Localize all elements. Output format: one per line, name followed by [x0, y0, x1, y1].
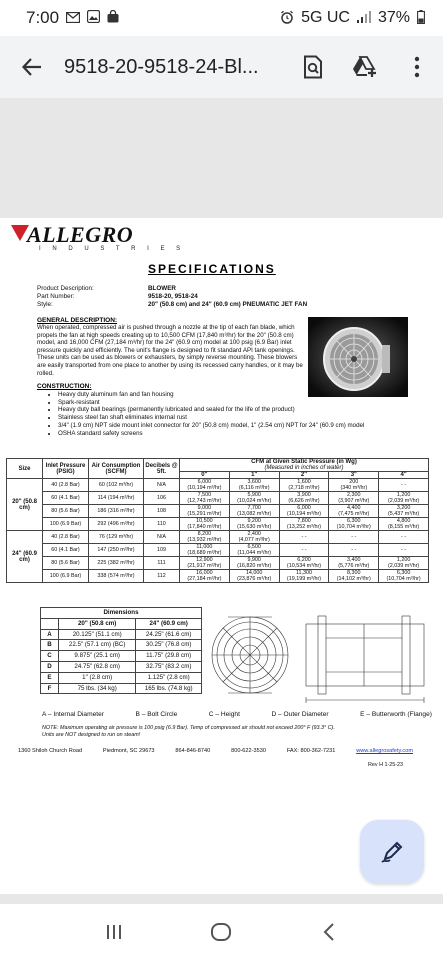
more-vert-icon: [414, 56, 420, 78]
cfm-metric: (2,718 m³/hr): [288, 485, 320, 491]
status-bar: [0, 0, 443, 36]
header-col-0: 0": [180, 472, 230, 479]
cfm-value: - -: [401, 547, 407, 553]
dimensions-table: [40, 607, 202, 694]
table-row: [7, 570, 429, 583]
cfm-cell: [279, 505, 329, 518]
note-line: Units are NOT designed to run on steam!: [42, 731, 141, 738]
cfm-value: 1,200: [396, 557, 411, 563]
cfm-metric: (10,534 m³/hr): [286, 563, 322, 569]
air-cell: 186 (316 m³/hr): [89, 505, 144, 518]
chevron-left-icon: [322, 922, 336, 942]
dim-value-20: 9.875" (25.1 cm): [59, 651, 136, 662]
cfm-value: - -: [401, 482, 407, 488]
cfm-metric: (3,907 m³/hr): [338, 498, 370, 504]
dim-value-20: 1" (2.8 cm): [59, 672, 136, 683]
cfm-value: 6,000: [197, 479, 212, 485]
cfm-value: - -: [301, 534, 307, 540]
spec-heading: SPECIFICATIONS: [148, 262, 276, 276]
cfm-value: 10,500: [196, 518, 213, 524]
cfm-cell: [379, 505, 429, 518]
cfm-cell: [279, 570, 329, 583]
header-cfm: [180, 459, 429, 472]
cfm-cell: [229, 570, 279, 583]
cfm-cell: [180, 479, 230, 492]
legend-item: E – Butterworth (Flange): [360, 711, 432, 718]
header-cfm-title: CFM at Given Static Pressure (in Wg): [251, 459, 357, 465]
dim-value-24: 165 lbs. (74.8 kg): [136, 683, 202, 694]
battery-percent: 37%: [377, 9, 410, 26]
footer-address: 1360 Shiloh Church Road: [18, 748, 83, 754]
air-cell: 76 (129 m³/hr): [89, 531, 144, 544]
cfm-cell: [329, 518, 379, 531]
cfm-cell: [329, 479, 379, 492]
recents-icon: [105, 923, 123, 941]
app-toolbar: [0, 36, 443, 98]
cfm-cell: [379, 531, 429, 544]
header-col-1: 1": [229, 472, 279, 479]
dimension-legend: [42, 711, 432, 718]
more-options-button[interactable]: [391, 36, 443, 98]
dim-value-24: 1.125" (2.8 cm): [136, 672, 202, 683]
table-row: [7, 518, 429, 531]
construction-heading: CONSTRUCTION:: [37, 383, 92, 390]
cfm-value: 6,300: [347, 518, 361, 524]
cfm-value: 7,700: [247, 505, 261, 511]
size-cell: 20" (50.8 cm): [7, 479, 43, 531]
cfm-metric: (13,252 m³/hr): [286, 524, 322, 530]
inlet-cell: 60 (4.1 Bar): [43, 492, 89, 505]
cfm-metric: (23,876 m³/hr): [237, 576, 272, 582]
shopping-bag-icon: [107, 10, 119, 26]
cfm-cell: [180, 557, 230, 570]
cfm-metric: (16,820 m³/hr): [237, 563, 272, 569]
cfm-metric: (4,077 m³/hr): [238, 537, 270, 543]
cfm-metric: (2,039 m³/hr): [388, 498, 420, 504]
decibel-cell: 109: [144, 544, 180, 557]
cfm-value: 3,900: [297, 492, 311, 498]
cfm-cell: [379, 518, 429, 531]
cfm-value: 6,200: [297, 557, 311, 563]
cfm-cell: [229, 492, 279, 505]
cfm-metric: (13,082 m³/hr): [237, 511, 272, 517]
air-cell: 225 (382 m³/hr): [89, 557, 144, 570]
cfm-metric: (12,743 m³/hr): [187, 498, 222, 504]
product-meta: [37, 285, 307, 309]
header-decibels: Decibels @ 5ft.: [144, 459, 180, 479]
cfm-metric: (14,102 m³/hr): [336, 576, 371, 582]
cfm-value: 8,300: [347, 570, 361, 576]
home-button[interactable]: [201, 912, 241, 952]
cfm-value: 9,900: [247, 557, 261, 563]
legend-item: B – Bolt Circle: [135, 711, 178, 718]
air-cell: 147 (250 m³/hr): [89, 544, 144, 557]
cfm-metric: (6,116 m³/hr): [238, 485, 270, 491]
table-row: [7, 492, 429, 505]
general-description-heading: GENERAL DESCRIPTION:: [37, 317, 118, 324]
decibel-cell: 108: [144, 505, 180, 518]
meta-value: 20" (50.8 cm) and 24" (60.9 cm) PNEUMATIC JET FAN: [148, 301, 308, 308]
dim-letter: A: [41, 629, 59, 640]
cfm-value: 3,200: [396, 505, 411, 511]
cfm-metric: (17,840 m³/hr): [187, 524, 222, 530]
meta-label: Style:: [37, 301, 53, 308]
footer-fax: FAX: 800-362-7231: [286, 748, 336, 754]
document-title: 9518-20-9518-24-Bl...: [64, 55, 259, 78]
dim-header-20: 20" (50.8 cm): [59, 618, 136, 629]
meta-value: BLOWER: [148, 285, 176, 292]
meta-label: Product Description:: [37, 285, 94, 292]
cfm-metric: (15,291 m³/hr): [187, 511, 222, 517]
cfm-cell: [180, 570, 230, 583]
fan-product-photo: [308, 317, 408, 397]
decibel-cell: N/A: [144, 479, 180, 492]
dim-letter: E: [41, 672, 59, 683]
cfm-cell: [180, 518, 230, 531]
dim-header-24: 24" (60.9 cm): [136, 618, 202, 629]
cfm-cell: [329, 544, 379, 557]
legend-item: A – Internal Diameter: [42, 711, 104, 718]
cfm-value: 9,000: [197, 505, 212, 511]
cfm-value: - -: [351, 534, 357, 540]
header-air: Air Consumption (SCFM): [89, 459, 144, 479]
cfm-value: 3,600: [247, 479, 261, 485]
size-cell: 24" (60.9 cm): [7, 531, 43, 583]
cfm-cell: [229, 505, 279, 518]
arrow-left-icon: [21, 56, 43, 78]
cfm-cell: [279, 557, 329, 570]
cfm-value: 16,000: [196, 570, 213, 576]
cfm-cell: [279, 479, 329, 492]
dimensions-title: Dimensions: [41, 608, 202, 619]
cfm-value: 5,900: [247, 492, 261, 498]
cfm-metric: (13,932 m³/hr): [187, 537, 222, 543]
network-label: 5G UC: [301, 9, 350, 26]
table-row: [7, 557, 429, 570]
dim-header-blank: [41, 618, 59, 629]
cfm-cell: [229, 557, 279, 570]
cfm-value: 1,600: [297, 479, 311, 485]
cfm-cell: [329, 557, 379, 570]
decibel-cell: 110: [144, 518, 180, 531]
cfm-value: 7,800: [297, 518, 311, 524]
inlet-cell: 80 (5.6 Bar): [43, 557, 89, 570]
inlet-cell: 40 (2.8 Bar): [43, 479, 89, 492]
cfm-metric: (7,475 m³/hr): [338, 511, 370, 517]
dim-letter: C: [41, 651, 59, 662]
cfm-cell: [379, 479, 429, 492]
list-item: • Spark-resistant: [58, 399, 418, 407]
dimensions-body: [41, 629, 202, 694]
cfm-cell: [180, 505, 230, 518]
header-inlet: Inlet Pressure (PSIG): [43, 459, 89, 479]
cfm-cell: [229, 544, 279, 557]
header-col-4: 4": [379, 472, 429, 479]
cfm-value: 6,500: [247, 544, 261, 550]
cfm-value: 3,400: [347, 557, 361, 563]
cfm-metric: (6,626 m³/hr): [288, 498, 320, 504]
system-nav-bar: [0, 904, 443, 960]
cfm-cell: [229, 479, 279, 492]
cfm-metric: (10,024 m³/hr): [237, 498, 272, 504]
cfm-metric: (2,039 m³/hr): [388, 563, 420, 569]
battery-icon: [417, 10, 425, 27]
list-item: • 3/4" (1.9 cm) NPT side mount inlet connector for 20" (50.8 cm) model, 1" (2.54 cm) NPT for 24" (60.9 cm) model: [58, 422, 418, 430]
cfm-metric: (10,194 m³/hr): [286, 511, 322, 517]
cfm-metric: (21,917 m³/hr): [187, 563, 222, 569]
cfm-value: 6,300: [396, 570, 411, 576]
cfm-value: 4,400: [347, 505, 361, 511]
air-cell: 338 (574 m³/hr): [89, 570, 144, 583]
back-button[interactable]: [0, 36, 64, 98]
cfm-value: 1,200: [396, 492, 411, 498]
header-size: Size: [7, 459, 43, 479]
cfm-value: 7,500: [197, 492, 212, 498]
cfm-cell: [229, 518, 279, 531]
cfm-value: 12,900: [196, 557, 213, 563]
dim-value-20: 20.125" (51.1 cm): [59, 629, 136, 640]
cfm-value: 8,200: [197, 531, 212, 537]
inlet-cell: 40 (2.8 Bar): [43, 531, 89, 544]
cfm-metric: (11,044 m³/hr): [237, 550, 272, 556]
general-description-text: When operated, compressed air is pushed through a nozzle at the tip of each fan blade, which propels the fan at high speeds creating up to 10,500 CFM (17,840 m³/hr) for the 20" (50.8 cm) model, and 16,000 CFM (27,184 m³/hr) for the 24" (60.9 cm) model at 100 psig (6.9 Bar) inlet pressure quickly and efficiently. The unit's flange is designed to fit standard API tank openings. These units can be used as blowers or exhausters, by simply reverse mounting. These blowers are easily transported from one place to another by using its recessed carry handles, or it may be rolled.: [37, 324, 303, 377]
cfm-value: 2,400: [247, 531, 261, 537]
table-row: [41, 683, 202, 694]
dim-letter: D: [41, 661, 59, 672]
meta-label: Part Number:: [37, 293, 75, 300]
cfm-table-body: [7, 479, 429, 583]
cfm-cell: [180, 544, 230, 557]
decibel-cell: 111: [144, 557, 180, 570]
allegro-logo: [11, 222, 211, 262]
cfm-value: - -: [401, 534, 407, 540]
cfm-value: 9,200: [247, 518, 261, 524]
table-row: [41, 640, 202, 651]
cfm-metric: (19,199 m³/hr): [286, 576, 322, 582]
cfm-cell: [329, 570, 379, 583]
logo-wordmark: ALLEGRO: [27, 222, 134, 247]
cfm-metric: (5,776 m³/hr): [338, 563, 370, 569]
meta-value: 9518-20, 9518-24: [148, 293, 198, 300]
header-col-2: 2": [279, 472, 329, 479]
cfm-cell: [279, 544, 329, 557]
cfm-metric: (15,630 m³/hr): [237, 524, 272, 530]
cfm-value: 4,800: [396, 518, 411, 524]
header-cfm-subtitle: (Measured in inches of water): [264, 465, 344, 471]
footer-phone-1: 864-846-8740: [175, 748, 211, 754]
dim-letter: F: [41, 683, 59, 694]
meta-row: [37, 301, 307, 309]
table-row: [7, 544, 429, 557]
footer-contact: [18, 748, 413, 754]
dim-value-24: 30.25" (76.8 cm): [136, 640, 202, 651]
cfm-value: 11,300: [295, 570, 313, 576]
cfm-cell: [329, 531, 379, 544]
cfm-value: 6,000: [297, 505, 311, 511]
gallery-icon: [87, 10, 100, 26]
fan-drawing: [208, 608, 428, 706]
meta-row: [37, 293, 307, 301]
footer-phone-2: 800-622-3530: [231, 748, 266, 754]
document-search-icon: [302, 55, 324, 79]
website-link[interactable]: www.allegrosafety.com: [356, 748, 413, 754]
table-row: [41, 629, 202, 640]
annotate-button[interactable]: [360, 820, 424, 884]
cfm-cell: [180, 531, 230, 544]
table-row: [41, 651, 202, 662]
dim-letter: B: [41, 640, 59, 651]
inlet-cell: 100 (6.9 Bar): [43, 570, 89, 583]
meta-row: [37, 285, 307, 293]
dim-value-20: 75 lbs. (34 kg): [59, 683, 136, 694]
list-item: • Heavy duty ball bearings (permanently lubricated and sealed for the life of the product): [58, 406, 418, 414]
decibel-cell: 112: [144, 570, 180, 583]
status-time: 7:00: [26, 8, 60, 27]
dim-value-20: 22.5" (57.1 cm) (BC): [59, 640, 136, 651]
cfm-metric: (10,194 m³/hr): [187, 485, 222, 491]
recents-button[interactable]: [94, 912, 134, 952]
dim-value-24: 32.75" (83.2 cm): [136, 661, 202, 672]
find-in-document-button[interactable]: [287, 36, 339, 98]
cfm-cell: [379, 557, 429, 570]
logo-subtitle: I N D U S T R I E S: [39, 246, 186, 252]
cfm-cell: [329, 505, 379, 518]
air-cell: 292 (496 m³/hr): [89, 518, 144, 531]
list-item: • Stainless steel fan shaft eliminates internal rust: [58, 414, 418, 422]
list-item: • Heavy duty aluminum fan and fan housing: [58, 391, 418, 399]
gmail-icon: [66, 11, 80, 26]
note-line: NOTE: Maximum operating air pressure is 100 psig (6.9 Bar). Temp of compressed air should not exceed 200° F (93.3° C).: [42, 725, 335, 731]
cfm-cell: [279, 492, 329, 505]
inlet-cell: 60 (4.1 Bar): [43, 544, 89, 557]
legend-item: D – Outer Diameter: [271, 711, 329, 718]
cfm-value: 11,000: [196, 544, 213, 550]
cfm-cell: [279, 531, 329, 544]
cfm-cell: [229, 531, 279, 544]
cfm-table: [6, 458, 429, 583]
table-row: [41, 672, 202, 683]
air-cell: 114 (194 m³/hr): [89, 492, 144, 505]
operating-note: [42, 725, 335, 738]
cfm-cell: [180, 492, 230, 505]
add-to-drive-button[interactable]: [339, 36, 391, 98]
air-cell: 60 (102 m³/hr): [89, 479, 144, 492]
table-row: [7, 531, 429, 544]
cfm-cell: [379, 544, 429, 557]
header-col-3: 3": [329, 472, 379, 479]
construction-list: [58, 391, 418, 437]
cfm-metric: (8,155 m³/hr): [388, 524, 420, 530]
dim-value-24: 24.25" (61.6 cm): [136, 629, 202, 640]
cfm-value: 2,300: [347, 492, 361, 498]
cfm-value: 14,000: [245, 570, 263, 576]
cfm-cell: [379, 570, 429, 583]
cfm-metric: (10,704 m³/hr): [386, 576, 421, 582]
back-nav-button[interactable]: [309, 912, 349, 952]
drive-add-icon: [352, 56, 378, 78]
dim-value-24: 11.75" (29.8 cm): [136, 651, 202, 662]
cfm-cell: [329, 492, 379, 505]
cfm-cell: [279, 518, 329, 531]
cfm-metric: (18,689 m³/hr): [187, 550, 222, 556]
cfm-value: 200: [349, 479, 359, 485]
cfm-metric: (27,184 m³/hr): [187, 576, 222, 582]
decibel-cell: N/A: [144, 531, 180, 544]
table-row: [7, 479, 429, 492]
legend-item: C – Height: [208, 711, 240, 718]
inlet-cell: 100 (6.9 Bar): [43, 518, 89, 531]
cfm-cell: [379, 492, 429, 505]
cfm-value: - -: [351, 547, 357, 553]
decibel-cell: 106: [144, 492, 180, 505]
inlet-cell: 80 (5.6 Bar): [43, 505, 89, 518]
footer-city: Piedmont, SC 29673: [102, 748, 155, 754]
cfm-metric: (5,437 m³/hr): [388, 511, 420, 517]
list-item: • OSHA standard safety screens: [58, 430, 418, 438]
cfm-value: - -: [301, 547, 307, 553]
table-row: [41, 661, 202, 672]
cfm-metric: (10,704 m³/hr): [336, 524, 371, 530]
home-icon: [210, 921, 232, 943]
alarm-icon: [280, 10, 294, 27]
table-row: [7, 505, 429, 518]
revision-label: Rev H 1-25-23: [368, 762, 404, 768]
dim-value-20: 24.75" (62.8 cm): [59, 661, 136, 672]
cfm-metric: (340 m³/hr): [340, 485, 368, 491]
pen-edit-icon: [379, 839, 405, 865]
signal-icon: [357, 11, 371, 26]
